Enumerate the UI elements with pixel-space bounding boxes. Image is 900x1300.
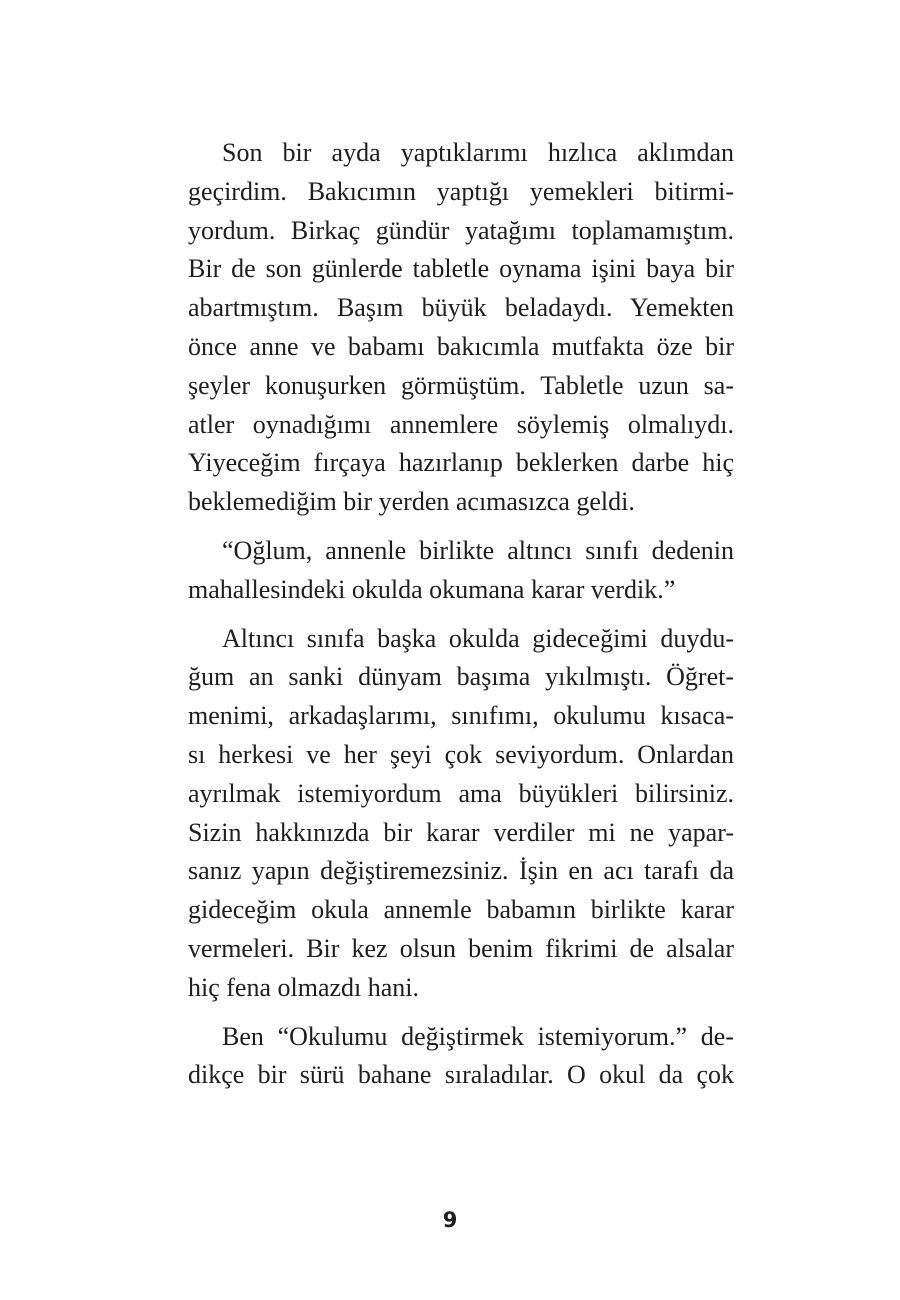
text-line: dikçe bir sürü bahane sıraladılar. O okul da çok bbox=[188, 1060, 734, 1090]
text-line: ğum an sanki dünyam başıma yıkılmıştı. Öğret- bbox=[188, 662, 734, 692]
text-line: ayrılmak istemiyordum ama büyükleri bilirsiniz. bbox=[188, 778, 734, 808]
text-line: atler oynadığımı annemlere söylemiş olmalıydı. bbox=[188, 409, 734, 439]
text-line: sanız yapın değiştiremezsiniz. İşin en acı tarafı da bbox=[188, 856, 734, 886]
text-line: sı herkesi ve her şeyi çok seviyordum. Onlardan bbox=[188, 739, 734, 769]
text-line: şeyler konuşurken görmüştüm. Tabletle uzun sa- bbox=[188, 370, 734, 400]
paragraph bbox=[188, 620, 734, 1008]
text-line: Yiyeceğim fırçaya hazırlanıp beklerken darbe hiç bbox=[188, 448, 734, 478]
paragraph bbox=[188, 134, 734, 522]
text-line: Ben “Okulumu değiştirmek istemiyorum.” de- bbox=[222, 1021, 734, 1051]
text-line: Altıncı sınıfa başka okulda gideceğimi duydu- bbox=[222, 623, 734, 653]
text-line: vermeleri. Bir kez olsun benim fikrimi de alsalar bbox=[188, 933, 734, 963]
text-line: beklemediğim bir yerden acımasızca geldi. bbox=[188, 487, 635, 517]
text-line: “Oğlum, annenle birlikte altıncı sınıfı dedenin bbox=[222, 535, 734, 565]
text-line: mahallesindeki okulda okumana karar verdik.” bbox=[188, 574, 676, 604]
text-line: hiç fena olmazdı hani. bbox=[188, 972, 420, 1002]
text-line: Bir de son günlerde tabletle oynama işini baya bir bbox=[188, 254, 734, 284]
paragraph bbox=[188, 532, 734, 610]
text-line: önce anne ve babamı bakıcımla mutfakta öze bir bbox=[188, 331, 734, 361]
body-text bbox=[188, 134, 734, 1095]
page-number: 9 bbox=[442, 1208, 458, 1232]
paragraph bbox=[188, 1018, 734, 1096]
text-line: Sizin hakkınızda bir karar verdiler mi ne yapar- bbox=[188, 817, 734, 847]
text-line: menimi, arkadaşlarımı, sınıfımı, okulumu kısaca- bbox=[188, 701, 734, 731]
text-line: geçirdim. Bakıcımın yaptığı yemekleri bitirmi- bbox=[188, 176, 734, 206]
text-line: gideceğim okula annemle babamın birlikte karar bbox=[188, 895, 734, 925]
text-line: abartmıştım. Başım büyük beladaydı. Yemekten bbox=[188, 293, 734, 323]
text-line: Son bir ayda yaptıklarımı hızlıca aklımdan bbox=[222, 138, 734, 167]
text-line: yordum. Birkaç gündür yatağımı toplamamıştım. bbox=[188, 215, 734, 245]
